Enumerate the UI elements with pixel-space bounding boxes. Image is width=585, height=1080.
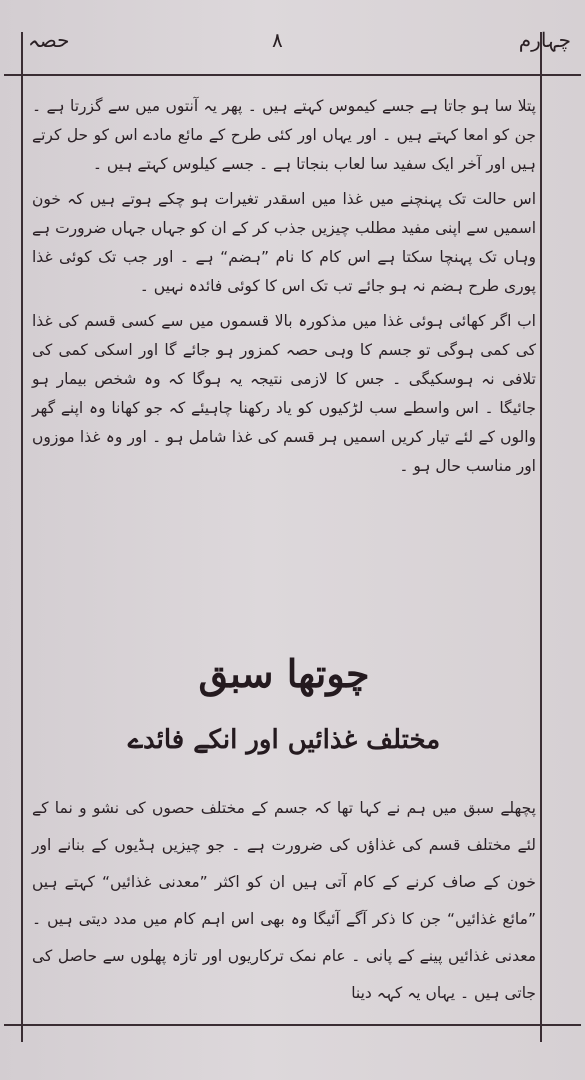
paragraph: پچھلے سبق میں ہم نے کہا تھا کہ جسم کے مختلف حصوں کی نشو و نما کے لئے مختلف قسم کی غذاؤں کی ضرورت ہے ۔ جو چیزیں ہڈیوں کے بنانے اور خون کے صاف کرنے کے کام آتی ہیں ان کو اکثر ”معدنی غذائیں“ کہتے ہیں ”مائع غذائیں“ جن کا ذکر آگے آئیگا وہ بھی اس اہم کام میں مدد دیتی ہیں ۔ معدنی غذائیں پینے کے پانی ۔ عام نمک ترکاریوں اور تازہ پھلوں سے حاصل کی جاتی ہیں ۔ یہاں یہ کہہ دینا <box>32 799 536 1002</box>
lesson-title: چوتھا سبق <box>198 651 370 696</box>
paragraph: اب اگر کھائی ہوئی غذا میں مذکورہ بالا قسموں میں سے کسی قسم کی غذا کی کمی ہوگی تو جسم کا وہی حصہ کمزور ہو جائے گا اور اسکی کمی کی تلافی نہ ہوسکیگی ۔ جس کا لازمی نتیجہ یہ ہوگا کہ وہ شخص بیمار ہو جائیگا ۔ اس واسطے سب لڑکیوں کو یاد رکھنا چاہیئے کہ جو کھانا وہ اپنے گھر والوں کے لئے تیار کریں اسمیں ہر قسم کی غذا شامل ہو ۔ اور وہ غذا موزوں اور مناسب حال ہو ۔ <box>32 312 536 475</box>
body-text-lower <box>32 790 536 1012</box>
header-rule <box>4 74 581 76</box>
paragraph: اس حالت تک پہنچنے میں غذا میں اسقدر تغیرات ہو چکے ہوتے ہیں کہ خون اسمیں سے اپنی مفید مطلب چیزیں جذب کر کے ان کو جہاں جہاں ضرورت ہے وہاں تک پہنچا سکتا ہے اس کام کا نام ”ہضم“ ہے ۔ اور جب تک کوئی غذا پوری طرح ہضم نہ ہو جائے تب تک اس کا کوئی فائدہ نہیں ۔ <box>32 190 536 295</box>
header-chapter: چہارم <box>518 28 571 52</box>
header-part: حصہ <box>28 28 70 52</box>
footer-rule <box>4 1024 581 1026</box>
body-text-upper <box>32 92 536 481</box>
lesson-subtitle: مختلف غذائیں اور انکے فائدے <box>127 725 441 755</box>
right-margin-rule <box>540 32 542 1042</box>
paragraph: پتلا سا ہو جاتا ہے جسے کیموس کہتے ہیں ۔ پھر یہ آنتوں میں سے گزرتا ہے ۔ جن کو امعا کہتے ہیں ۔ اور یہاں اور کئی طرح کے مائع مادے اس کو حل کرتے ہیں اور آخر ایک سفید سا لعاب بنجاتا ہے ۔ جسے کیلوس کہتے ہیں ۔ <box>32 97 536 173</box>
page-number: ۸ <box>272 28 283 52</box>
left-margin-rule <box>21 32 23 1042</box>
